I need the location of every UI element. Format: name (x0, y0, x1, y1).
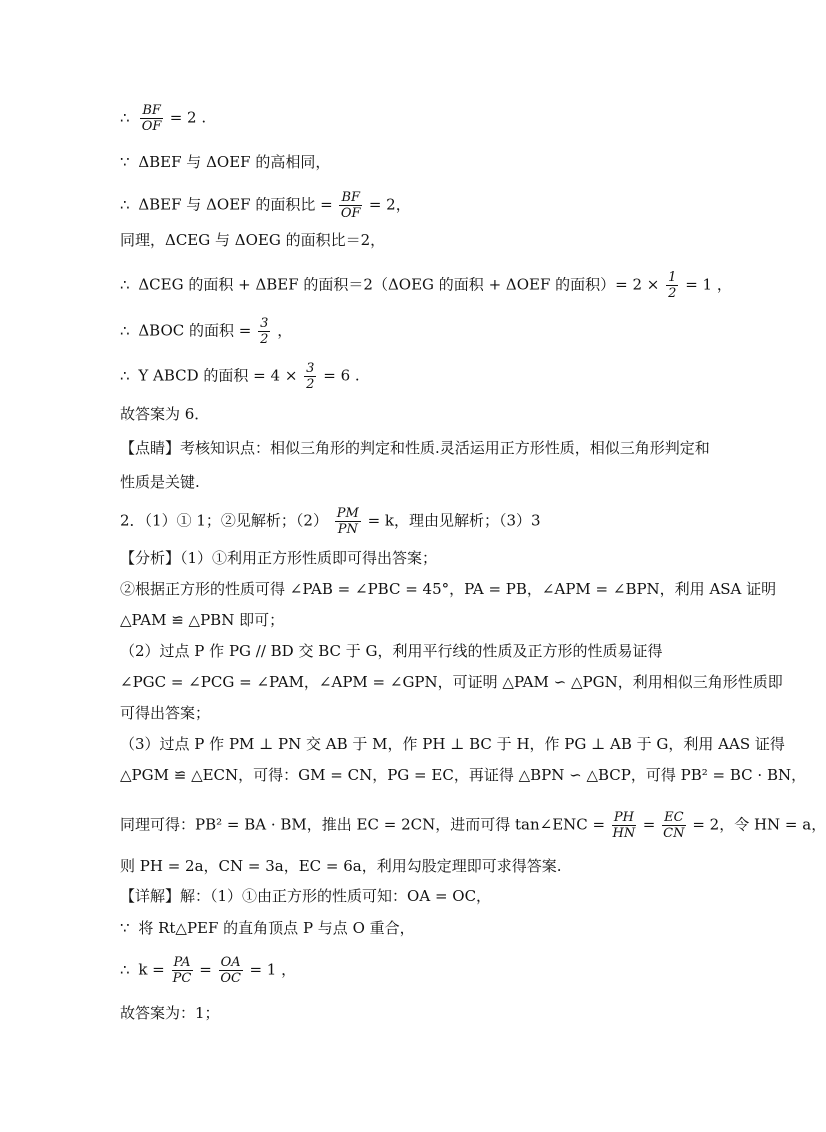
line-14: △PAM ≌ △PBN 即可； (120, 611, 285, 629)
line-2: ∵ ΔBEF 与 ΔOEF 的高相同， (120, 153, 331, 171)
therefore-symbol: ∴ (120, 108, 130, 127)
line-25: 故答案为：1； (120, 1004, 220, 1022)
because-symbol: ∵ (120, 919, 130, 937)
line-15: （2）过点 P 作 PG // BD 交 BC 于 G，利用平行线的性质及正方形的性质易证得 (120, 642, 663, 660)
line-19: △PGM ≌ △ECN，可得：GM = CN，PG = EC，再证得 △BPN ∽ △BCP，可得 PB² = BC · BN， (120, 766, 807, 784)
line-7: ∴ Y ABCD 的面积 = 4 × $\frac{3}{2}$ = 6 . (120, 361, 360, 392)
fraction: $\frac{PH}{HN}$ (612, 810, 636, 841)
line-16: ∠PGC = ∠PCG = ∠PAM，∠APM = ∠GPN，可证明 △PAM ∽ △PGN，利用相似三角形性质即 (120, 673, 783, 691)
line-12: 【分析】（1）①利用正方形性质即可得出答案； (120, 549, 438, 567)
therefore-symbol: ∴ (120, 195, 130, 214)
line-24: ∴ k = $\frac{PA}{PC}$ = $\frac{OA}{OC}$ = 1 ， (120, 955, 297, 986)
line-21: 则 PH = 2a，CN = 3a，EC = 6a，利用勾股定理即可求得答案. (120, 857, 562, 875)
therefore-symbol: ∴ (120, 321, 130, 340)
line-3: ∴ ΔBEF 与 ΔOEF 的面积比 = $\frac{BF}{OF}$ = 2， (120, 190, 411, 221)
because-symbol: ∵ (120, 153, 130, 171)
line-4: 同理，ΔCEG 与 ΔOEG 的面积比＝2， (120, 231, 386, 249)
therefore-symbol: ∴ (120, 960, 130, 979)
line-17: 可得出答案； (120, 704, 211, 722)
fraction: $\frac{1}{2}$ (668, 270, 677, 301)
fraction: $\frac{EC}{CN}$ (663, 810, 685, 841)
fraction: $\frac{3}{2}$ (260, 316, 269, 347)
fraction: $\frac{PA}{PC}$ (172, 955, 192, 986)
therefore-symbol: ∴ (120, 275, 130, 294)
line-18: （3）过点 P 作 PM ⊥ PN 交 AB 于 M，作 PH ⊥ BC 于 H，作 PG ⊥ AB 于 G，利用 AAS 证得 (120, 735, 785, 753)
fraction: $\frac{3}{2}$ (306, 361, 315, 392)
line-20: 同理可得：PB² = BA · BM，推出 EC = 2CN，进而可得 tan∠ENC = $\frac{PH}{HN}$ = $\frac{EC}{CN}$ = 2，令 HN = a， (120, 810, 826, 841)
line-22: 【详解】解：（1）①由正方形的性质可知：OA = OC， (120, 887, 492, 905)
line-11: 2．（1）① 1；②见解析；（2） $\frac{PM}{PN}$ = k，理由见解析；（3）3 (120, 506, 541, 537)
line-5: ∴ ΔCEG 的面积 + ΔBEF 的面积＝2（ΔOEG 的面积 + ΔOEF 的面积）= 2 × $\frac{1}{2}$ = 1 ， (120, 270, 732, 301)
fraction: $\frac{BF}{OF}$ (141, 103, 162, 134)
line-6: ∴ ΔBOC 的面积 = $\frac{3}{2}$ ， (120, 316, 293, 347)
therefore-symbol: ∴ (120, 366, 130, 385)
line-13: ②根据正方形的性质可得 ∠PAB = ∠PBC = 45°，PA = PB，∠APM = ∠BPN，利用 ASA 证明 (120, 580, 777, 598)
fraction: $\frac{PM}{PN}$ (336, 506, 359, 537)
line-1: ∴ $\frac{BF}{OF}$ = 2 . (120, 103, 207, 134)
line-10: 性质是关键. (120, 473, 200, 491)
line-9: 【点睛】考核知识点：相似三角形的判定和性质.灵活运用正方形性质，相似三角形判定和 (120, 439, 710, 457)
fraction: $\frac{BF}{OF}$ (340, 190, 361, 221)
line-8: 故答案为 6． (120, 405, 210, 423)
line-23: ∵ 将 Rt△PEF 的直角顶点 P 与点 O 重合， (120, 919, 415, 937)
fraction: $\frac{OA}{OC}$ (220, 955, 241, 986)
